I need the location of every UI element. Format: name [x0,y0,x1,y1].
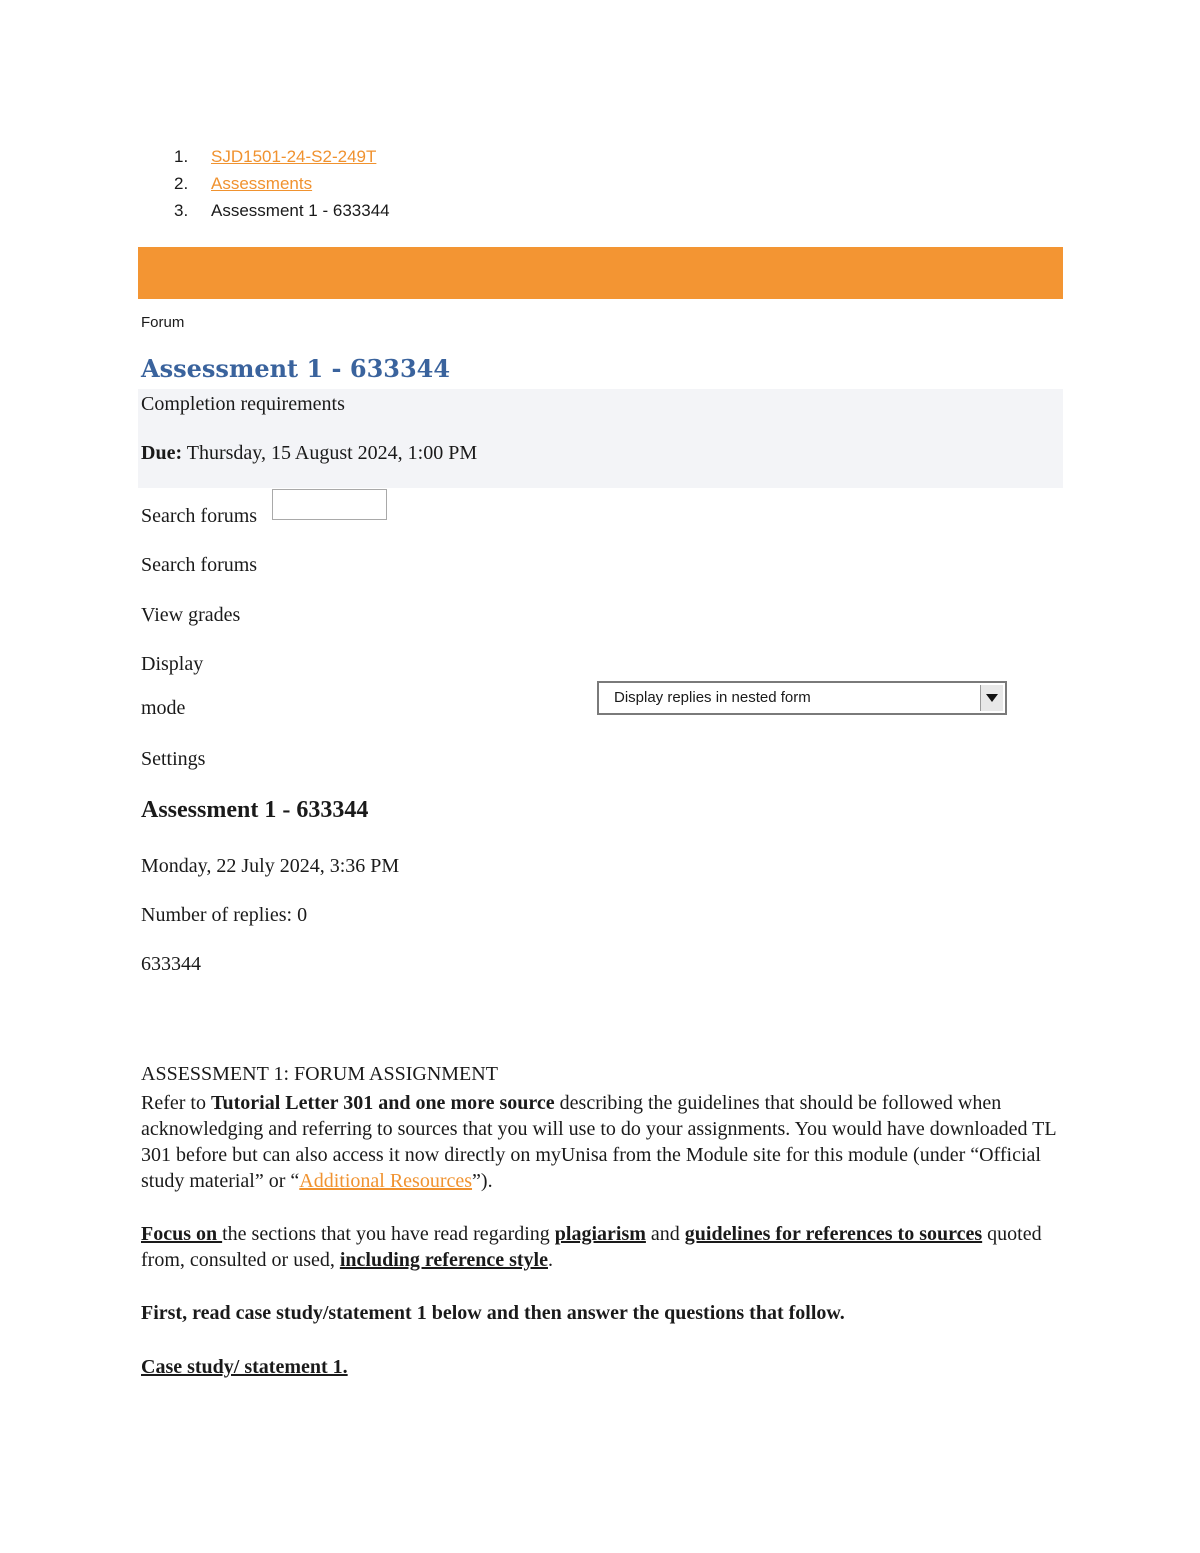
breadcrumb [174,143,390,224]
case-study-heading [141,1354,1071,1380]
assignment-heading: ASSESSMENT 1: FORUM ASSIGNMENT [141,1063,498,1085]
chevron-down-icon[interactable] [980,685,1003,711]
text-run: and [645,1223,685,1245]
text-run: ”). [472,1170,493,1192]
reply-count: Number of replies: 0 [141,904,308,926]
post-date: Monday, 22 July 2024, 3:36 PM [141,855,400,877]
settings-link[interactable]: Settings [141,748,206,770]
text-run-bold-underline: including reference style [339,1249,548,1271]
text-run-bold-underline: guidelines for references to sources [684,1223,983,1245]
post-code: 633344 [141,953,201,975]
breadcrumb-item [174,143,390,170]
due-value: Thursday, 15 August 2024, 1:00 PM [186,442,478,464]
due-date [141,442,477,465]
breadcrumb-item [174,170,390,197]
view-grades-link[interactable]: View grades [141,604,241,626]
search-input[interactable] [272,489,387,520]
due-label: Due: [141,442,183,464]
activity-type-label: Forum [141,314,185,331]
breadcrumb-current: Assessment 1 - 633344 [211,201,390,220]
text-run-bold-underline: Focus on [141,1223,223,1245]
assignment-instruction: First, read case study/statement 1 below and then answer the questions that follow. [141,1302,845,1324]
text-run: quoted from, consulted or used, [141,1223,1042,1271]
display-mode-selected-value: Display replies in nested form [614,689,811,706]
breadcrumb-link-course[interactable]: SJD1501-24-S2-249T [211,147,377,166]
search-forums-label: Search forums [141,505,258,527]
assignment-paragraph-1 [141,1090,1071,1194]
breadcrumb-number: 1. [174,147,189,166]
assignment-paragraph-2 [141,1221,1071,1273]
breadcrumb-number: 2. [174,174,189,193]
display-mode-label-continued: mode [141,697,186,719]
text-run-bold-underline: plagiarism [554,1223,646,1245]
breadcrumb-item [174,197,390,224]
page-title: Assessment 1 - 633344 [141,354,451,383]
completion-requirements-title: Completion requirements [141,393,345,415]
breadcrumb-number: 3. [174,201,189,220]
display-mode-label: Display [141,653,204,675]
additional-resources-link[interactable]: Additional Resources [299,1170,473,1192]
text-run: . [547,1249,553,1271]
text-run-bold: Tutorial Letter 301 and one more source [210,1092,555,1114]
post-title: Assessment 1 - 633344 [141,797,369,823]
completion-requirements-panel [138,389,1063,488]
display-mode-select[interactable] [597,681,1007,715]
breadcrumb-link-assessments[interactable]: Assessments [211,174,313,193]
header-banner [138,247,1063,299]
text-run: Refer to [141,1092,211,1114]
text-run: describing the guidelines that should be followed when acknowledging and referring to sources that you will use to do your assignments. You would have downloaded TL 301 before but can also access it now directly on myUnisa from the Module site for this module (under “Official study material” or “ [141,1092,1056,1192]
search-forums-link[interactable]: Search forums [141,554,258,576]
text-run-bold-underline: Case study/ statement 1. [141,1356,348,1378]
text-run: the sections that you have read regarding [222,1223,555,1245]
